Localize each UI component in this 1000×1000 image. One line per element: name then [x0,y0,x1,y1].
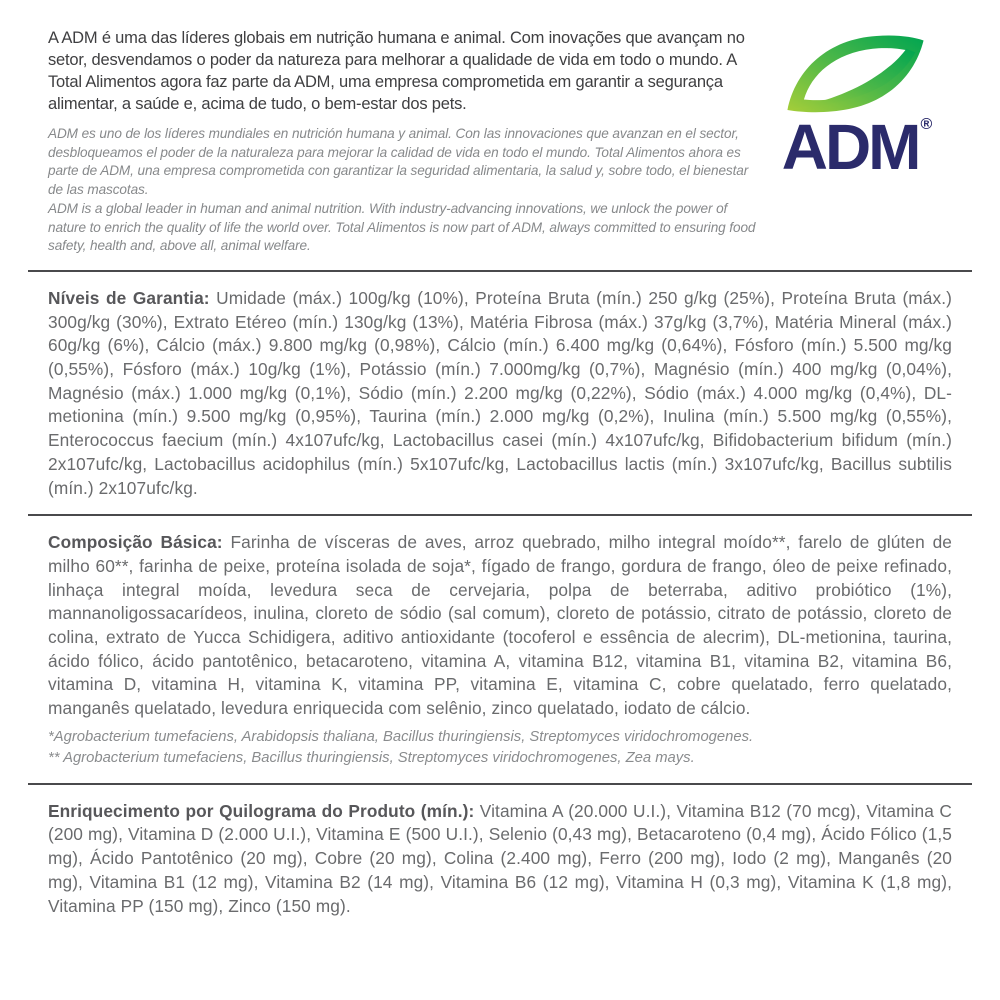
enrichment-body: Vitamina A (20.000 U.I.), Vitamina B12 (70 mcg), Vitamina C (200 mg), Vitamina D (2.000 U.I.), Vitamina E (500 U.I.), Selenio (0,43 mg), Betacaroteno (0,4 mg), Ácido Fólico (1,5 mg), Ácido Pantotênico (20 mg), Cobre (20 mg), Colina (2.400 mg), Ferro (200 mg), Iodo (2 mg), Manganês (20 mg), Vitamina B1 (12 mg), Vitamina B2 (14 mg), Vitamina B6 (12 mg), Vitamina H (0,3 mg), Vitamina K (1,8 mg), Vitamina PP (150 mg), Zinco (150 mg). [48,800,952,916]
registered-trademark: ® [920,116,933,133]
guarantee-levels-heading: Níveis de Garantia: [48,288,210,308]
section-enrichment-per-kg [48,800,952,918]
intro-paragraph-pt: A ADM é uma das líderes globais em nutrição humana e animal. Com inovações que avançam no setor, desvendamos o poder da natureza para melhorar a qualidade de vida em todo o mundo. A Total Alimentos agora faz parte da ADM, uma empresa comprometida em garantir a segurança alimentar, a saúde e, acima de tudo, o bem-estar dos pets. [48,29,745,113]
section-guarantee-levels [48,287,952,500]
enrichment-paragraph [48,800,952,918]
divider-bottom [28,783,972,785]
divider-middle [28,514,972,516]
intro-paragraph-en: ADM is a global leader in human and animal nutrition. With industry-advancing innovations, we unlock the power of nature to enrich the quality of life the world over. Total Alimentos is now part of ADM, always committed to ensuring food safety, health and, above all, animal welfare. [48,200,756,254]
guarantee-levels-paragraph [48,287,952,500]
basic-composition-body: Farinha de vísceras de aves, arroz quebrado, milho integral moído**, farelo de glúten de milho 60**, farinha de peixe, proteína isolada de soja*, fígado de frango, gordura de frango, óleo de peixe refinado, linhaça integral moída, levedura seca de cervejaria, polpa de beterraba, aditivo probiótico (1%), mannanoligossacarídeos, inulina, cloreto de sódio (sal comum), cloreto de potássio, citrato de potássio, cloreto de colina, extrato de Yucca Schidigera, aditivo antioxidante (tocoferol e essência de alecrim), DL-metionina, taurina, ácido fólico, ácido pantotênico, betacaroteno, vitamina A, vitamina B12, vitamina B1, vitamina B2, vitamina B6, vitamina D, vitamina H, vitamina K, vitamina PP, vitamina E, vitamina C, cobre quelatado, ferro quelatado, manganês quelatado, levedura enriquecida com selênio, zinco quelatado, iodato de cálcio. [48,532,952,718]
gmo-footnote-single-asterisk: *Agrobacterium tumefaciens, Arabidopsis thaliana, Bacillus thuringiensis, Streptomyces viridochromogenes. [48,728,754,745]
adm-leaf-icon [781,30,933,116]
adm-logo-text: ADM [781,111,919,183]
enrichment-heading: Enriquecimento por Quilograma do Produto (mín.): [48,800,475,821]
section-basic-composition [48,531,952,769]
gmo-footnote-double-asterisk: ** Agrobacterium tumefaciens, Bacillus thuringiensis, Streptomyces viridochromogenes, Zea mays. [48,750,695,767]
guarantee-levels-body: Umidade (máx.) 100g/kg (10%), Proteína Bruta (mín.) 250 g/kg (25%), Proteína Bruta (máx.) 300g/kg (30%), Extrato Etéreo (mín.) 130g/kg (13%), Matéria Fibrosa (máx.) 37g/kg (3,7%), Matéria Mineral (máx.) 60g/kg (6%), Cálcio (máx.) 9.800 mg/kg (0,98%), Cálcio (mín.) 6.400 mg/kg (0,64%), Fósforo (mín.) 5.500 mg/kg (0,55%), Fósforo (máx.) 10g/kg (1%), Potássio (mín.) 7.000mg/kg (0,7%), Magnésio (mín.) 400 mg/kg (0,04%), Magnésio (máx.) 1.000 mg/kg (0,1%), Sódio (mín.) 2.200 mg/kg (0,22%), Sódio (máx.) 4.000 mg/kg (0,4%), DL-metionina (mín.) 9.500 mg/kg (0,95%), Taurina (mín.) 2.000 mg/kg (0,2%), Inulina (mín.) 5.500 mg/kg (0,55%), Enterococcus faecium (mín.) 4x107ufc/kg, Lactobacillus casei (mín.) 4x107ufc/kg, Bifidobacterium bifidum (mín.) 2x107ufc/kg, Lactobacillus acidophilus (mín.) 5x107ufc/kg, Lactobacillus lactis (mín.) 3x107ufc/kg, Bacillus subtilis (mín.) 2x107ufc/kg. [48,288,953,498]
basic-composition-heading: Composição Básica: [48,532,223,553]
intro-text-column [48,26,762,256]
intro-paragraph-es: ADM es uno de los líderes mundiales en nutrición humana y animal. Con las innovaciones que avanzan en el sector, desbloqueamos el poder de la naturaleza para mejorar la calidad de vida en todo el mundo. Total Alimentos ahora es parte de ADM, una empresa comprometida con garantizar la seguridad alimentaria, la salud y, sobre todo, el bienestar de las mascotas. [48,125,749,197]
divider-top [28,270,972,272]
intro-block [48,26,952,256]
basic-composition-paragraph [48,531,952,721]
adm-logo [762,26,952,183]
adm-logo-wordmark [781,111,933,183]
